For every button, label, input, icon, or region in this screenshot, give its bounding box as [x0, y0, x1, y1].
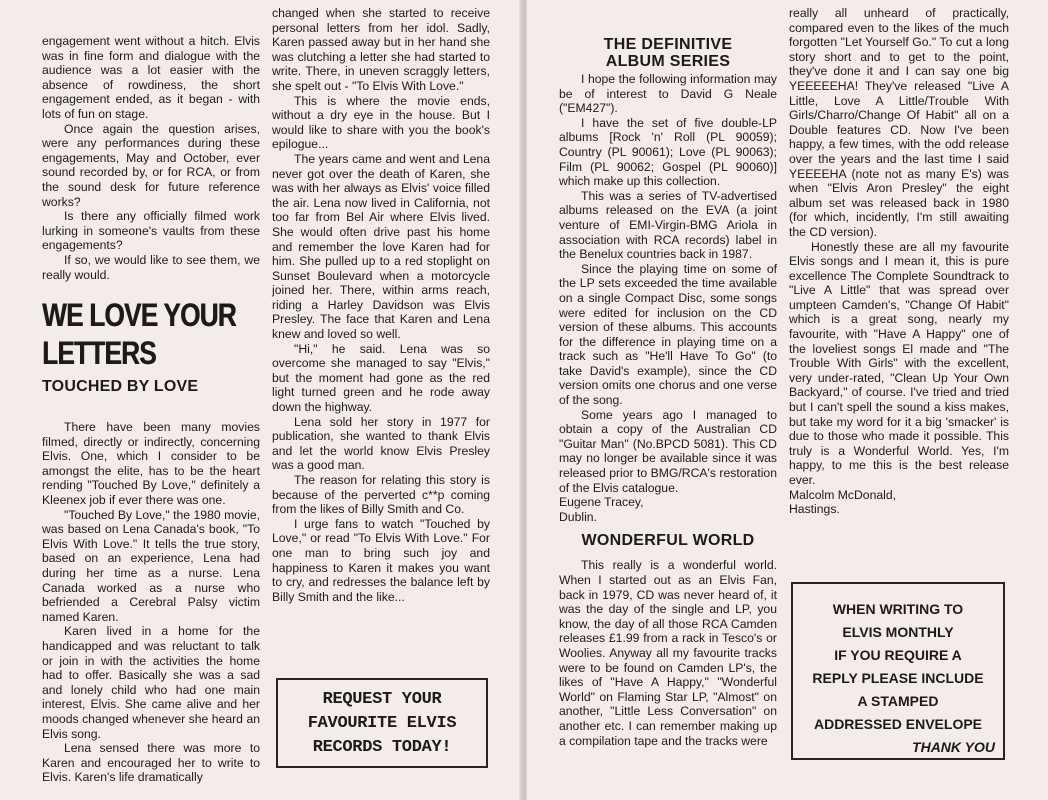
- box-line: FAVOURITE ELVIS: [307, 714, 457, 733]
- article-paragraph: really all unheard of practically, compared even to the likes of the much forgotten "Let Yourself Go." To cut a long story short and to get to the point, they've done it and I can say one big YEEEEEHA! They've released "Live A Little, Love A Little/Trouble With Girls/Charro/Change Of Habit" all on a Double features CD. Now I've been happy, a few times, with the odd release over the years and the last time I said YEEEEHA (note not as many E's) was when "Elvis Aron Presley" the eight album set was released back in 1980 (for which, incidently, I'm still awaiting the CD version).: [789, 6, 1009, 239]
- article-paragraph: This was a series of TV-advertised albums released on the EVA (a joint venture of EMI-Virgin-BMG Ariola in association with RCA records) label in the Benelux countries back in 1987.: [559, 188, 777, 262]
- right-column-2: [789, 6, 1009, 517]
- box-line: ADDRESSED ENVELOPE: [813, 716, 983, 732]
- request-records-box: [276, 678, 488, 768]
- article-paragraph: "Touched By Love," the 1980 movie, was based on Lena Canada's book, "To Elvis With Love." It tells the true story, based on an experience, Lena had during her time as a nurse. Lena Canada worked as a nurse who befriended a Cerebral Palsy victim named Karen.: [42, 507, 260, 624]
- left-page: [0, 0, 521, 800]
- letter-title-wonderful-world: WONDERFUL WORLD: [581, 532, 755, 550]
- article-paragraph: There have been many movies filmed, directly or indirectly, concerning Elvis. One, which I consider to be amongst the elite, has to be the heart rending "Touched By Love," definitely a Kleenex job if ever there was one.: [42, 420, 260, 508]
- box-line: REQUEST YOUR: [322, 690, 442, 709]
- letter-title-touched-by-love: TOUCHED BY LOVE: [42, 378, 199, 396]
- left-column-1: [42, 34, 260, 785]
- box-line: WHEN WRITING TO: [832, 601, 964, 617]
- letter-title-definitive-album-series: [559, 36, 777, 70]
- article-paragraph: This is where the movie ends, without a dry eye in the house. But I would like to share with you the book's epilogue...: [272, 93, 490, 152]
- article-paragraph: Is there any officially filmed work lurking in someone's vaults from these engagements?: [42, 209, 260, 253]
- signature-name: Malcolm McDonald,: [789, 487, 897, 502]
- heading-line: THE DEFINITIVE: [603, 36, 733, 53]
- article-paragraph: changed when she started to receive personal letters from her idol. Sadly, Karen passed away but in her hand she was clutching a letter she had started to write. There, in uneven scraggly letters, she spelt out - "To Elvis With Love.": [272, 6, 490, 93]
- article-paragraph: Since the playing time on some of the LP sets exceeded the time available on a single Compact Disc, some songs were edited for inclusion on the CD version of these albums. This accounts for the difference in playing time on a track such as "He'll Have To Go" (to take David's example), since the CD version omits one chorus and one verse of the song.: [559, 261, 777, 408]
- article-paragraph: Honestly these are all my favourite Elvis songs and I mean it, this is pure excellence The Complete Soundtrack to "Live A Little" that was spread over umpteen Camden's, "Change Of Habit" which is a great song, nearly my favourite, with "Have A Happy" one of the loveliest songs El made and "The Trouble With Girls" with the excellent, very under-rated, "Clean Up Your Own Backyard," of course. I've tried and tried but I can't spell the sound a kiss makes, but take my word for it a big 'smacker' is due to those who made it possible. This truly is a Wonderful World. Yes, I'm happy, to me this is the best release ever.: [789, 239, 1009, 487]
- sae-notice-box: [791, 582, 1005, 760]
- article-paragraph: The years came and went and Lena never got over the death of Karen, she was with her always as Elvis' voice filled the air. Lena now lived in California, not too far from Bel Air where Elvis lived. She would often drive past his home and remember the love Karen had for him. She pulled up to a red stoplight on Sunset Boulevard when a motorcycle joined her. There, within arms reach, riding a Harley Davidson was Elvis Presley. The face that Karen and Lena knew and loved so well.: [272, 151, 490, 342]
- article-paragraph: "Hi," he said. Lena was so overcome she managed to say "Elvis," but the moment had gone as the red light turned green and he rode away down the highway.: [272, 341, 490, 415]
- box-line: IF YOU REQUIRE A: [834, 647, 962, 663]
- article-paragraph: Lena sold her story in 1977 for publication, she wanted to thank Elvis and let the world know Elvis Presley was a good man.: [272, 414, 490, 473]
- article-paragraph: The reason for relating this story is because of the perverted c**p coming from the likes of Billy Smith and Co.: [272, 473, 490, 517]
- section-heading-we-love-your-letters: [42, 296, 236, 372]
- article-paragraph: Some years ago I managed to obtain a copy of the Australian CD "Guitar Man" (No.BPCD 5081). This CD may no longer be available since it was released prior to BMG/RCA's restoration of the Elvis catalogue.: [559, 407, 777, 495]
- signature-place: Dublin.: [559, 509, 597, 524]
- box-line: REPLY PLEASE INCLUDE: [812, 670, 984, 686]
- heading-line: LETTERS: [42, 335, 156, 372]
- article-paragraph: If so, we would like to see them, we really would.: [42, 252, 260, 282]
- box-line: RECORDS TODAY!: [312, 738, 452, 757]
- box-line: A STAMPED: [857, 693, 939, 709]
- left-column-2: [272, 6, 490, 604]
- right-column-1: [559, 36, 777, 748]
- article-paragraph: I urge fans to watch "Touched by Love," or read "To Elvis With Love." For one man to bring such joy and happiness to Karen it makes you want to cry, and redresses the balance left by Billy Smith and the like...: [272, 516, 490, 604]
- article-paragraph: Lena sensed there was more to Karen and encouraged her to write to Elvis. Karen's life dramatically: [42, 741, 260, 785]
- box-line: ELVIS MONTHLY: [842, 624, 954, 640]
- article-paragraph: This really is a wonderful world. When I started out as an Elvis Fan, back in 1979, CD was never heard of, it was the day of the single and LP, you know, the day of all those RCA Camden releases £1.99 from a rack in Tesco's or Woolies. Anyway all my favourite tracks were to be found on Camden LP's, the likes of "Have A Happy," "Wonderful World" on Flaming Star LP, "Almost" on another, "Little Less Conversation" on another etc. I can remember making up a compilation tape and the tracks were: [559, 558, 777, 748]
- signature-place: Hastings.: [789, 502, 840, 517]
- box-thanks: THANK YOU: [912, 739, 995, 755]
- heading-line: ALBUM SERIES: [605, 53, 731, 70]
- heading-line: WE LOVE YOUR: [42, 297, 236, 334]
- article-paragraph: I have the set of five double-LP albums [Rock 'n' Roll (PL 90059); Country (PL 90061); Love (PL 90063); Film (PL 90062; Gospel (PL 90060)] which make up this collection.: [559, 115, 777, 189]
- signature-name: Eugene Tracey,: [559, 495, 644, 510]
- article-paragraph: Karen lived in a home for the handicapped and was reluctant to talk or join in with the activities the home had to offer. Basically she was a sad and lonely child who had one main interest, Elvis. She came alive and her moods changed whenever she heard an Elvis song.: [42, 624, 260, 741]
- article-paragraph: engagement went without a hitch. Elvis was in fine form and dialogue with the audience was a lot easier with the absence of rowdiness, the short engagement ended, as it began - with lots of fun on stage.: [42, 34, 260, 121]
- right-page: [527, 0, 1048, 800]
- article-paragraph: I hope the following information may be of interest to David G Neale ("EM427").: [559, 72, 777, 116]
- article-paragraph: Once again the question arises, were any performances during these engagements, May and October, ever sound recorded by, or for RCA, or from the sound desk for future reference works?: [42, 121, 260, 209]
